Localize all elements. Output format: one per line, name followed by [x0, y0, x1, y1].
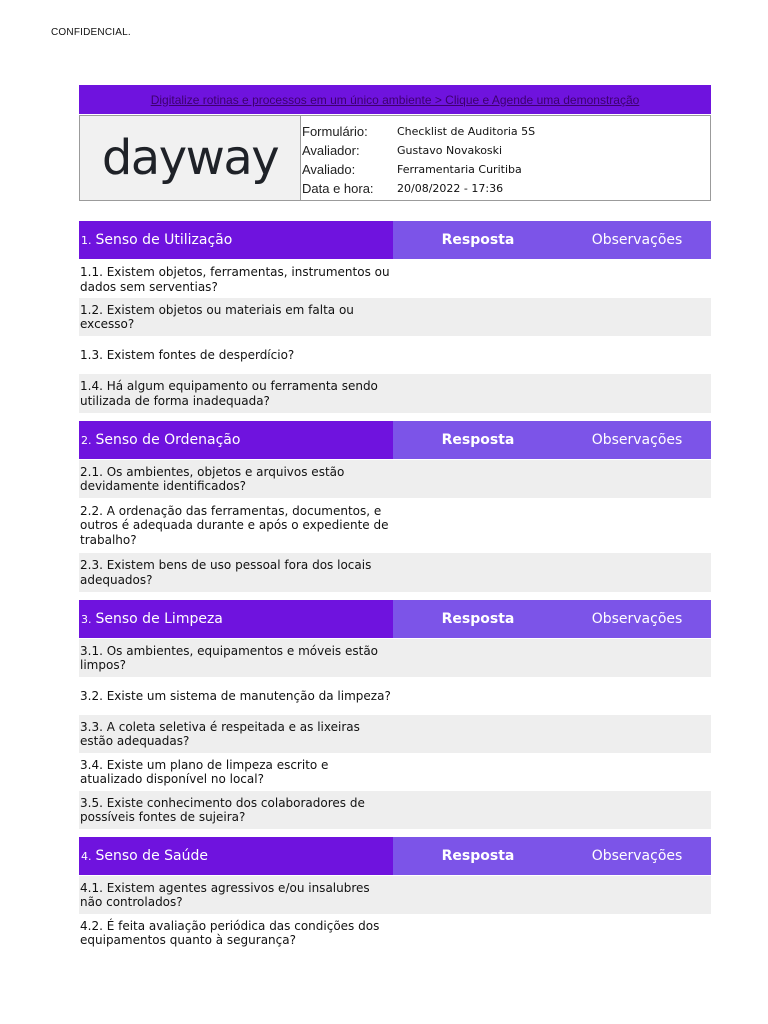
evaluated-value: Ferramentaria Curitiba: [397, 163, 522, 176]
section-title-text: Senso de Ordenação: [95, 432, 241, 448]
question-row[interactable]: [79, 374, 711, 413]
dayway-logo: dayway: [101, 130, 279, 186]
question-text: 1.1. Existem objetos, ferramentas, instrumentos ou dados sem serventias?: [80, 265, 390, 294]
notes-column-header: Observações: [563, 837, 711, 875]
question-row[interactable]: [79, 298, 711, 336]
section-title: [79, 221, 393, 259]
answer-column-header: Resposta: [393, 221, 563, 259]
question-row[interactable]: [79, 715, 711, 753]
form-info: [301, 116, 710, 200]
question-row[interactable]: [79, 876, 711, 914]
question-text: 3.1. Os ambientes, equipamentos e móveis estão limpos?: [80, 643, 379, 672]
question-row[interactable]: [79, 553, 711, 592]
section-title: [79, 421, 393, 459]
section-number: 3.: [81, 612, 92, 626]
section-number: 1.: [81, 233, 92, 247]
question-row[interactable]: [79, 336, 711, 374]
question-text: 4.2. É feita avaliação periódica das condições dos equipamentos quanto à segurança?: [80, 918, 380, 947]
question-text: 1.3. Existem fontes de desperdício?: [80, 347, 295, 362]
confidential-label: CONFIDENCIAL.: [51, 27, 131, 38]
evaluator-row: [301, 141, 710, 160]
section-title-text: Senso de Saúde: [95, 848, 208, 864]
question-text: 3.4. Existe um plano de limpeza escrito e atualizado disponível no local?: [80, 757, 329, 786]
question-row[interactable]: [79, 460, 711, 498]
form-label: Formulário:: [302, 124, 368, 139]
answer-column-header: Resposta: [393, 600, 563, 638]
form-value: Checklist de Auditoria 5S: [397, 125, 536, 138]
logo-cell: [80, 116, 301, 200]
question-text: 3.3. A coleta seletiva é respeitada e as lixeiras estão adequadas?: [80, 719, 360, 748]
section-title: [79, 600, 393, 638]
section-title-text: Senso de Utilização: [95, 232, 233, 248]
evaluated-row: [301, 160, 710, 179]
form-header: [79, 115, 711, 201]
evaluated-label: Avaliado:: [302, 162, 356, 177]
section-header-1: [79, 221, 711, 259]
question-row[interactable]: [79, 498, 711, 553]
date-label: Data e hora:: [302, 181, 374, 196]
answer-column-header: Resposta: [393, 421, 563, 459]
question-row[interactable]: [79, 677, 711, 715]
date-value: 20/08/2022 - 17:36: [397, 182, 504, 195]
section-number: 4.: [81, 849, 92, 863]
question-row[interactable]: [79, 791, 711, 829]
notes-column-header: Observações: [563, 221, 711, 259]
question-text: 1.2. Existem objetos ou materiais em falta ou excesso?: [80, 302, 354, 331]
notes-column-header: Observações: [563, 600, 711, 638]
question-text: 4.1. Existem agentes agressivos e/ou insalubres não controlados?: [80, 880, 370, 909]
form-row: [301, 122, 710, 141]
promo-banner-link[interactable]: Digitalize rotinas e processos em um único ambiente > Clique e Agende uma demonstração: [79, 85, 711, 114]
section-title: [79, 837, 393, 875]
question-row[interactable]: [79, 639, 711, 677]
notes-column-header: Observações: [563, 421, 711, 459]
answer-column-header: Resposta: [393, 837, 563, 875]
evaluator-value: Gustavo Novakoski: [397, 144, 503, 157]
section-header-4: [79, 837, 711, 875]
section-number: 2.: [81, 433, 92, 447]
question-text: 2.1. Os ambientes, objetos e arquivos estão devidamente identificados?: [80, 464, 345, 493]
question-text: 2.2. A ordenação das ferramentas, documentos, e outros é adequada durante e após o expediente de trabalho?: [80, 503, 389, 547]
question-text: 1.4. Há algum equipamento ou ferramenta sendo utilizada de forma inadequada?: [80, 379, 378, 408]
evaluator-label: Avaliador:: [302, 143, 360, 158]
question-row[interactable]: [79, 261, 711, 298]
section-header-3: [79, 600, 711, 638]
question-row[interactable]: [79, 914, 711, 952]
question-text: 3.2. Existe um sistema de manutenção da limpeza?: [80, 688, 391, 703]
question-text: 2.3. Existem bens de uso pessoal fora dos locais adequados?: [80, 558, 372, 587]
question-text: 3.5. Existe conhecimento dos colaboradores de possíveis fontes de sujeira?: [80, 795, 365, 824]
section-title-text: Senso de Limpeza: [95, 611, 223, 627]
question-row[interactable]: [79, 753, 711, 791]
section-header-2: [79, 421, 711, 459]
date-row: [301, 179, 710, 198]
